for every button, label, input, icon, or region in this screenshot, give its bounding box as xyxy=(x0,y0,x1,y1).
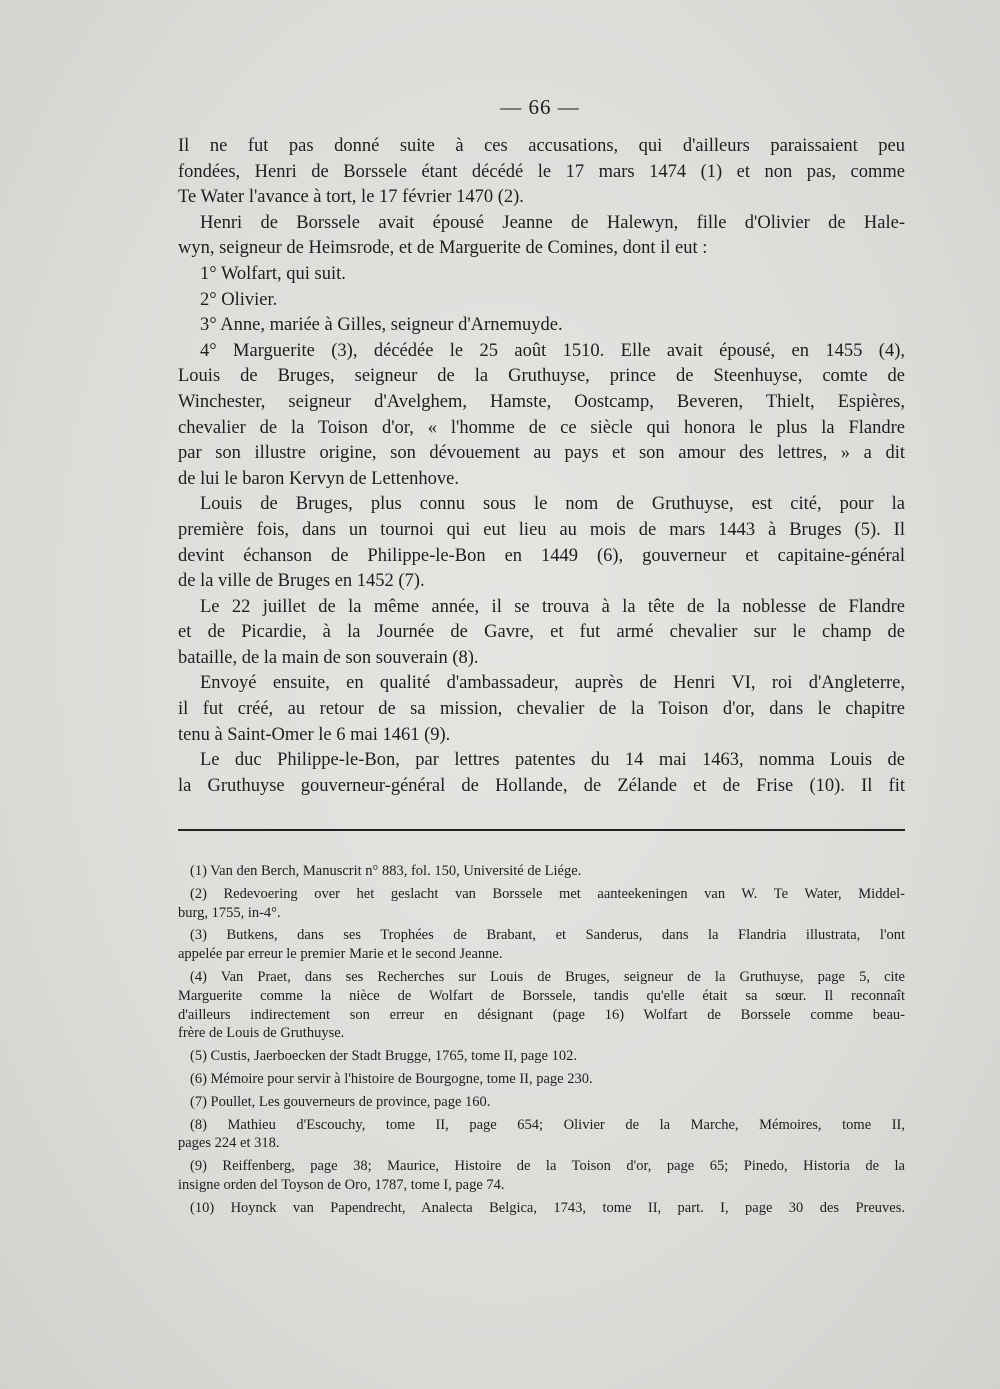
text-line: la Gruthuyse gouverneur-général de Hollande, de Zélande et de Frise (10). Il fit xyxy=(178,775,905,796)
footnotes xyxy=(178,862,905,1218)
text-line: il fut créé, au retour de sa mission, chevalier de la Toison d'or, dans le chapitre xyxy=(178,699,905,720)
text-line: Envoyé ensuite, en qualité d'ambassadeur, auprès de Henri VI, roi d'Angleterre, xyxy=(200,673,905,694)
footnote-line: (6) Mémoire pour servir à l'histoire de Bourgogne, tome II, page 230. xyxy=(190,1070,593,1087)
text-line: Te Water l'avance à tort, le 17 février 1470 (2). xyxy=(178,187,524,208)
footnote-line: frère de Louis de Gruthuyse. xyxy=(178,1025,345,1042)
text-line: 3° Anne, mariée à Gilles, seigneur d'Arnemuyde. xyxy=(200,315,563,336)
footnote-line: (5) Custis, Jaerboecken der Stadt Brugge, 1765, tome II, page 102. xyxy=(190,1048,577,1065)
text-line: devint échanson de Philippe-le-Bon en 1449 (6), gouverneur et capitaine-général xyxy=(178,545,905,566)
text-line: tenu à Saint-Omer le 6 mai 1461 (9). xyxy=(178,724,451,745)
text-line: de la ville de Bruges en 1452 (7). xyxy=(178,571,425,592)
footnote-line: (3) Butkens, dans ses Trophées de Brabant, et Sanderus, dans la Flandria illustrata, l'ont xyxy=(190,927,905,944)
text-line: Henri de Borssele avait épousé Jeanne de Halewyn, fille d'Olivier de Hale- xyxy=(200,212,905,233)
text-line: de lui le baron Kervyn de Lettenhove. xyxy=(178,468,459,489)
text-line: 1° Wolfart, qui suit. xyxy=(200,263,346,284)
main-text xyxy=(178,134,905,799)
footnote-line: burg, 1755, in-4°. xyxy=(178,904,281,921)
text-line: première fois, dans un tournoi qui eut lieu au mois de mars 1443 à Bruges (5). Il xyxy=(178,519,905,540)
footnote-line: (9) Reiffenberg, page 38; Maurice, Histoire de la Toison d'or, page 65; Pinedo, Historia de la xyxy=(190,1158,905,1175)
text-line: Le 22 juillet de la même année, il se trouva à la tête de la noblesse de Flandre xyxy=(200,596,905,617)
text-line: fondées, Henri de Borssele étant décédé le 17 mars 1474 (1) et non pas, comme xyxy=(178,161,905,182)
text-line: 2° Olivier. xyxy=(200,289,278,310)
text-line: Winchester, seigneur d'Avelghem, Hamste, Oostcamp, Beveren, Thielt, Espières, xyxy=(178,391,905,412)
footnote-divider xyxy=(178,829,905,831)
text-line: chevalier de la Toison d'or, « l'homme de ce siècle qui honora le plus la Flandre xyxy=(178,417,905,438)
text-line: Louis de Bruges, seigneur de la Gruthuyse, prince de Steenhuyse, comte de xyxy=(178,366,905,387)
footnote-line: Marguerite comme la nièce de Wolfart de Borssele, tandis qu'elle était sa sœur. Il reconnaît xyxy=(178,987,905,1004)
footnote-line: (4) Van Praet, dans ses Recherches sur Louis de Bruges, seigneur de la Gruthuyse, page 5, cite xyxy=(190,968,905,985)
footnote-line: pages 224 et 318. xyxy=(178,1135,280,1152)
footnote-line: (1) Van den Berch, Manuscrit n° 883, fol. 150, Université de Liége. xyxy=(190,863,582,879)
footnote-line: d'ailleurs indirectement son erreur en désignant (page 16) Wolfart de Borssele comme beau- xyxy=(178,1006,905,1023)
footnote-line: insigne orden del Toyson de Oro, 1787, tome I, page 74. xyxy=(178,1176,505,1193)
footnote-line: (10) Hoynck van Papendrecht, Analecta Belgica, 1743, tome II, part. I, page 30 des Preuves. xyxy=(190,1199,905,1216)
text-line: wyn, seigneur de Heimsrode, et de Marguerite de Comines, dont il eut : xyxy=(178,238,708,259)
footnote-line: (7) Poullet, Les gouverneurs de province, page 160. xyxy=(190,1093,491,1110)
text-line: et de Picardie, à la Journée de Gavre, et fut armé chevalier sur le champ de xyxy=(178,622,905,643)
page-number: — 66 — xyxy=(500,95,580,119)
text-line: Louis de Bruges, plus connu sous le nom de Gruthuyse, est cité, pour la xyxy=(200,494,905,515)
text-line: Le duc Philippe-le-Bon, par lettres patentes du 14 mai 1463, nomma Louis de xyxy=(200,750,905,771)
text-line: Il ne fut pas donné suite à ces accusations, qui d'ailleurs paraissaient peu xyxy=(178,136,905,156)
text-line: bataille, de la main de son souverain (8). xyxy=(178,647,479,668)
footnote-line: (2) Redevoering over het geslacht van Borssele met aanteekeningen van W. Te Water, Middel- xyxy=(190,885,905,902)
footnote-line: (8) Mathieu d'Escouchy, tome II, page 654; Olivier de la Marche, Mémoires, tome II, xyxy=(190,1116,905,1133)
footnote-line: appelée par erreur le premier Marie et le second Jeanne. xyxy=(178,946,503,963)
text-line: par son illustre origine, son dévouement au pays et son amour des lettres, » a dit xyxy=(178,443,905,464)
text-line: 4° Marguerite (3), décédée le 25 août 1510. Elle avait épousé, en 1455 (4), xyxy=(200,340,905,361)
